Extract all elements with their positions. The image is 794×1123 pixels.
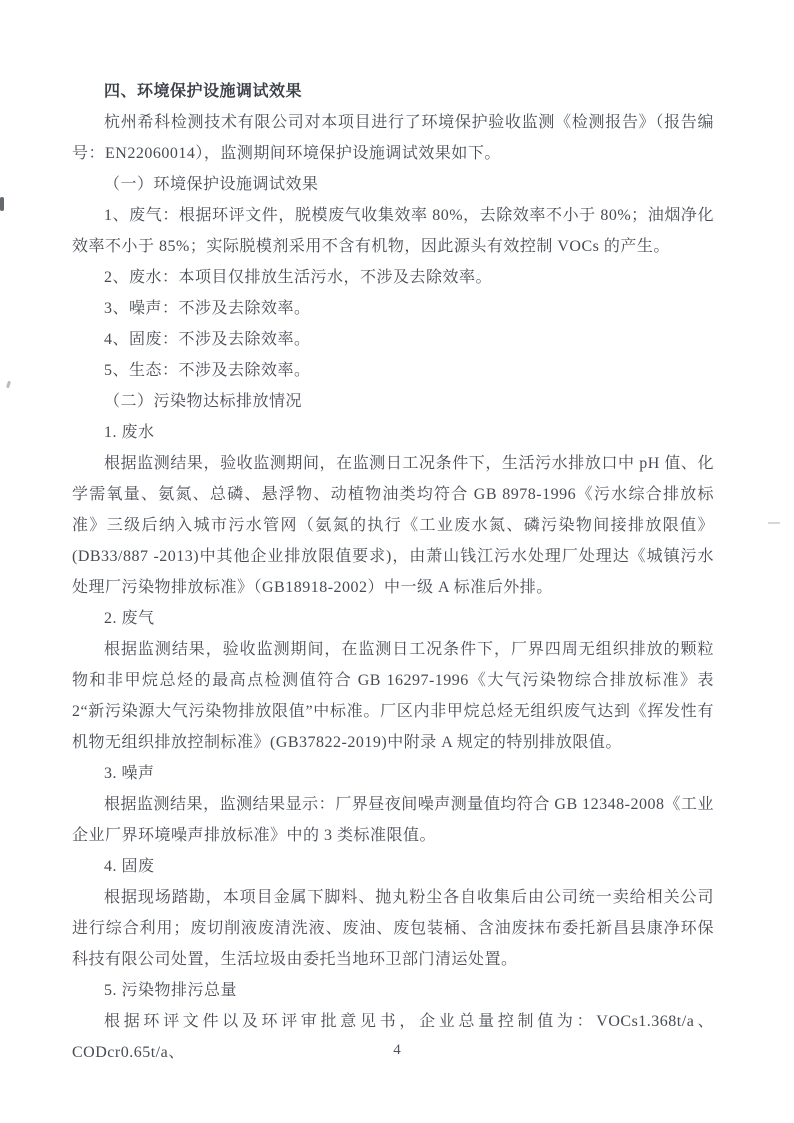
wastewater-paragraph: 根据监测结果，验收监测期间，在监测日工况条件下，生活污水排放口中 pH 值、化学需氧量、氨氮、总磷、悬浮物、动植物油类均符合 GB 8978-1996《污水综合排放标准》三级后纳入城市污水管网（氨氮的执行《工业废水氮、磷污染物间接排放限值》(DB33/887 -2013)中其他企业排放限值要求)，由萧山钱江污水处理厂处理达《城镇污水处理厂污染物排放标准》（GB18918-2002）中一级 A 标准后外排。: [72, 455, 714, 596]
scan-artifact: [768, 522, 780, 524]
total-emission-paragraph: 根据环评文件以及环评审批意见书，企业总量控制值为：VOCs1.368t/a、CODcr0.65t/a、: [72, 1013, 714, 1061]
sub-item-total-title: 5. 污染物排污总量: [104, 982, 238, 999]
item-ecology: 5、生态：不涉及去除效率。: [104, 362, 311, 379]
page-number: 4: [393, 1042, 401, 1058]
gas-paragraph: 根据监测结果，验收监测期间，在监测日工况条件下，厂界四周无组织排放的颗粒物和非甲烷总烃的最高点检测值符合 GB 16297-1996《大气污染物综合排放标准》表 2“新污染源大气污染物排放限值”中标准。厂区内非甲烷总烃无组织废气达到《挥发性有机物无组织排放控制标准》(GB37822-2019)中附录 A 规定的特别排放限值。: [72, 641, 714, 751]
item-solid-waste: 4、固废：不涉及去除效率。: [104, 331, 311, 348]
item-waste-gas: 1、废气：根据环评文件，脱模废气收集效率 80%，去除效率不小于 80%；油烟净化效率不小于 85%；实际脱模剂采用不含有机物，因此源头有效控制 VOCs 的产生。: [72, 207, 714, 255]
subsection-2-title: （二）污染物达标排放情况: [104, 393, 303, 410]
intro-paragraph: 杭州希科检测技术有限公司对本项目进行了环境保护验收监测《检测报告》（报告编号：EN22060014），监测期间环境保护设施调试效果如下。: [72, 114, 714, 162]
scan-artifact: [6, 381, 11, 389]
item-waste-water: 2、废水：本项目仅排放生活污水，不涉及去除效率。: [104, 269, 493, 286]
sub-item-noise-title: 3. 噪声: [104, 765, 155, 782]
sub-item-gas-title: 2. 废气: [104, 610, 155, 627]
solidwaste-paragraph: 根据现场踏勘，本项目金属下脚料、抛丸粉尘各自收集后由公司统一卖给相关公司进行综合利用；废切削液废清洗液、废油、废包装桶、含油废抹布委托新昌县康净环保科技有限公司处置，生活垃圾由委托当地环卫部门清运处置。: [72, 889, 714, 968]
item-noise: 3、噪声：不涉及去除效率。: [104, 300, 311, 317]
subsection-1-title: （一）环境保护设施调试效果: [104, 176, 319, 193]
noise-paragraph: 根据监测结果，监测结果显示：厂界昼夜间噪声测量值均符合 GB 12348-2008《工业企业厂界环境噪声排放标准》中的 3 类标准限值。: [72, 796, 714, 844]
sub-item-solidwaste-title: 4. 固废: [104, 858, 155, 875]
scan-artifact: [0, 197, 4, 211]
section-title: 四、环境保护设施调试效果: [104, 83, 303, 100]
sub-item-wastewater-title: 1. 废水: [104, 424, 155, 441]
document-body: [72, 76, 714, 1068]
